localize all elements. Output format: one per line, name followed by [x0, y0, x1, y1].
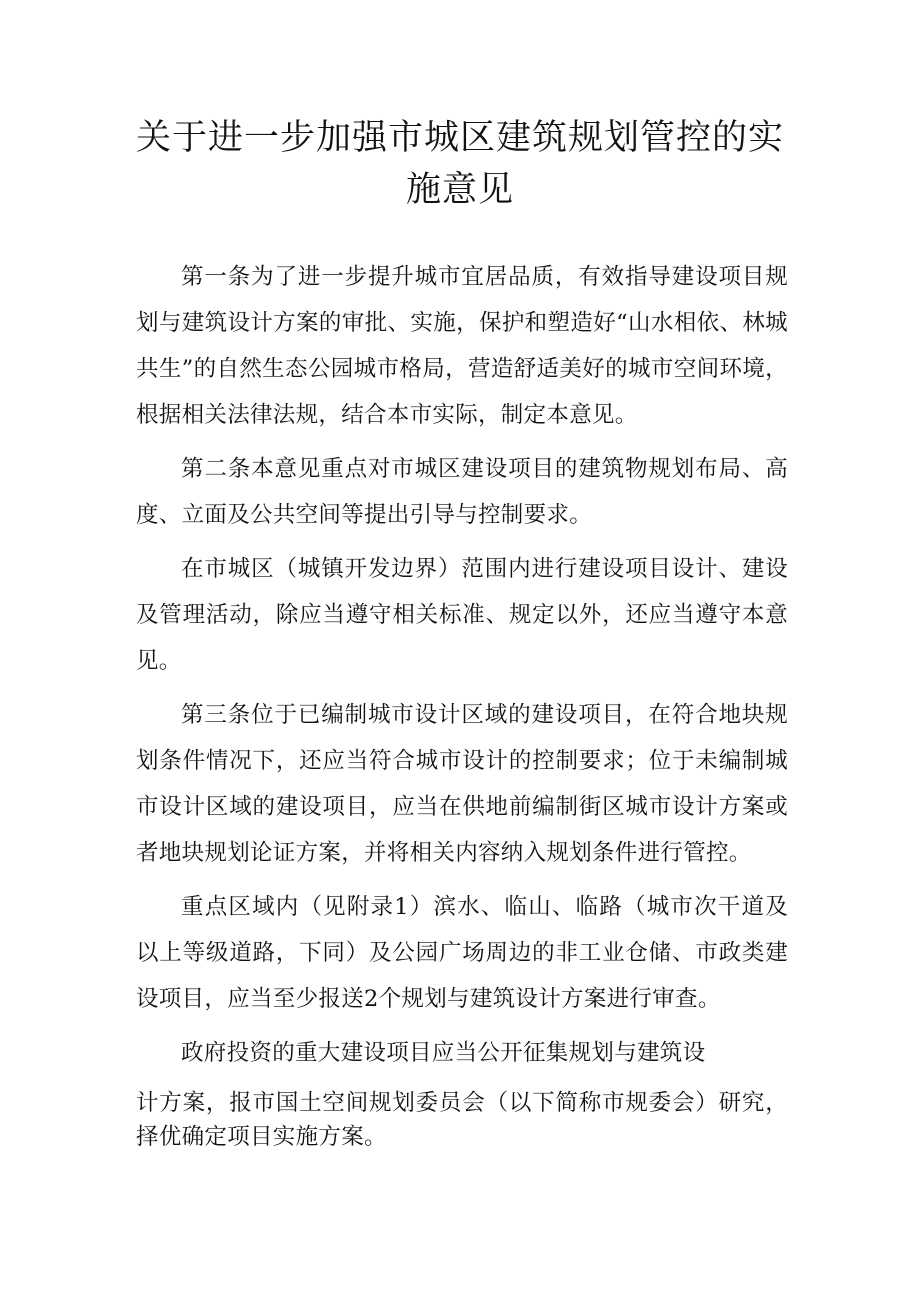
paragraph-government-investment: 政府投资的重大建设项目应当公开征集规划与建筑设 — [181, 1040, 706, 1066]
paragraph-government-investment-continued: 计方案，报市国土空间规划委员会（以下简称市规委会）研究，择优确定项目实施方案。 — [136, 1090, 788, 1150]
paragraph-scope: 在市城区（城镇开发边界）范围内进行建设项目设计、建设及管理活动，除应当遵守相关标准、规定以外，还应当遵守本意见。 — [136, 556, 788, 674]
paragraph-article-3: 第三条位于已编制城市设计区域的建设项目，在符合地块规划条件情况下，还应当符合城市设计的控制要求；位于未编制城市设计区域的建设项目，应当在供地前编制街区城市设计方案或者地块规划论证方案，并将相关内容纳入规划条件进行管控。 — [136, 702, 788, 866]
paragraph-article-2: 第二条本意见重点对市城区建设项目的建筑物规划布局、高度、立面及公共空间等提出引导与控制要求。 — [136, 456, 788, 528]
document-body — [136, 254, 788, 1162]
paragraph-key-areas: 重点区域内（见附录1）滨水、临山、临路（城市次干道及以上等级道路，下同）及公园广场周边的非工业仓储、市政类建设项目，应当至少报送2个规划与建筑设计方案进行审查。 — [136, 894, 788, 1012]
paragraph-article-1: 第一条为了进一步提升城市宜居品质，有效指导建设项目规划与建筑设计方案的审批、实施，保护和塑造好“山水相依、林城共生”的自然生态公园城市格局，营造舒适美好的城市空间环境，根据相关法律法规，结合本市实际，制定本意见。 — [136, 264, 788, 428]
document-title: 关于进一步加强市城区建筑规划管控的实施意见 — [135, 118, 784, 210]
